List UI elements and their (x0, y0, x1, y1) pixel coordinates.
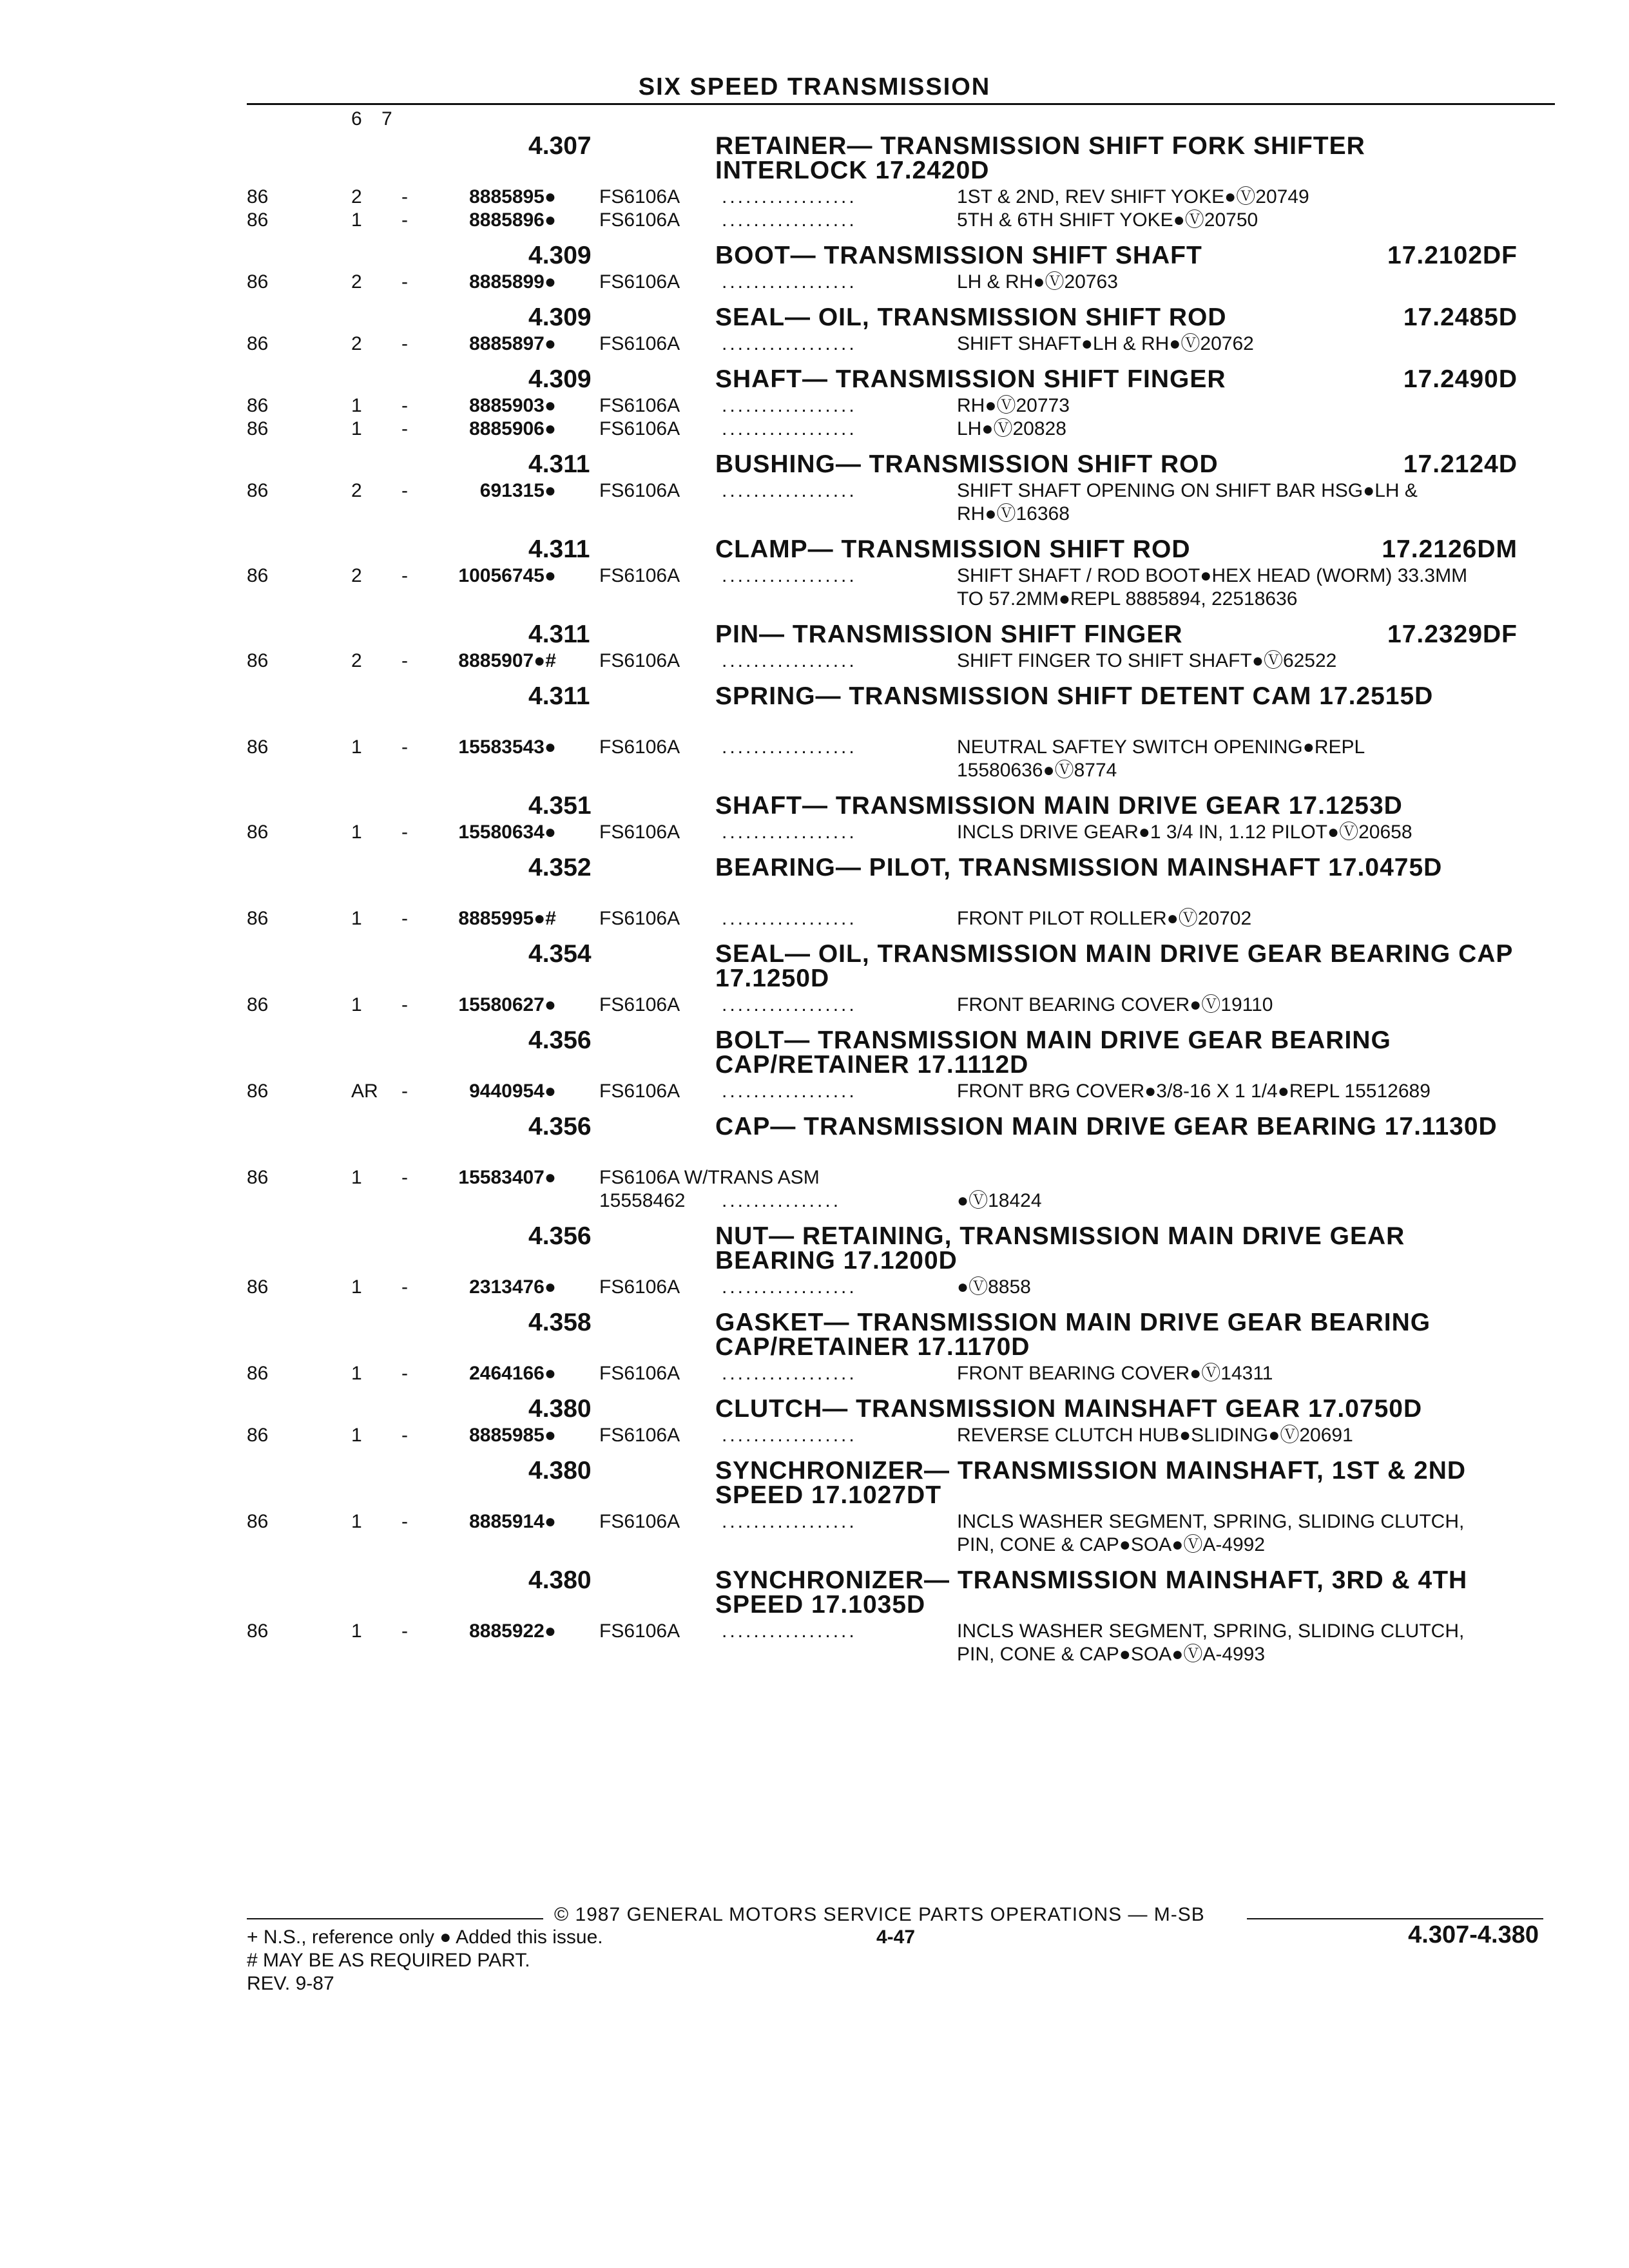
row-part-number: 8885899● (469, 271, 556, 293)
row-model: FS6106A (599, 418, 680, 439)
row-model: FS6106A (599, 271, 680, 293)
footer-rule-left (247, 1918, 543, 1919)
section-code: 17.2490D (1403, 365, 1518, 393)
section-description: CAP— TRANSMISSION MAIN DRIVE GEAR BEARING 17.1130D (715, 1113, 1498, 1140)
section-ref: 4.358 (528, 1309, 592, 1336)
row-dash: - (401, 994, 408, 1015)
row-part-number: 8885903● (469, 395, 556, 416)
row-model: FS6106A (599, 1425, 680, 1446)
row-model: FS6106A (599, 186, 680, 207)
row-dash: - (401, 908, 408, 929)
column-7-label: 7 (381, 108, 392, 130)
row-note: FRONT BEARING COVER●Ⓥ19110 (957, 994, 1273, 1015)
section-ref: 4.311 (528, 450, 590, 478)
row-model: FS6106A (599, 1620, 680, 1642)
row-note: SHIFT SHAFT / ROD BOOT●HEX HEAD (WORM) 33.3MM TO 57.2MM●REPL 8885894, 22518636 (957, 565, 1468, 610)
section-description: RETAINER— TRANSMISSION SHIFT FORK SHIFTER INTERLOCK 17.2420D (715, 132, 1365, 184)
row-part-number: 8885922● (469, 1620, 556, 1642)
row-leader-dots: ................. (722, 209, 857, 231)
row-year: 86 (247, 1276, 269, 1298)
row-leader-dots: ................. (722, 994, 857, 1015)
section-ref: 4.380 (528, 1395, 592, 1423)
row-part-number: 8885906● (469, 418, 556, 439)
row-quantity: 1 (351, 1620, 362, 1642)
section-description: SYNCHRONIZER— TRANSMISSION MAINSHAFT, 3RD & 4TH SPEED 17.1035D (715, 1566, 1468, 1619)
row-model: FS6106A (599, 565, 680, 586)
row-quantity: 1 (351, 1511, 362, 1532)
row-quantity: 2 (351, 333, 362, 354)
row-year: 86 (247, 908, 269, 929)
row-note: ●Ⓥ8858 (957, 1276, 1031, 1298)
row-model: 15558462 (599, 1190, 686, 1211)
section-code: 17.2126DM (1382, 535, 1518, 563)
section-ref: 4.352 (528, 854, 592, 881)
section-description: CLUTCH— TRANSMISSION MAINSHAFT GEAR 17.0750D (715, 1395, 1423, 1423)
row-model: FS6106A (599, 395, 680, 416)
row-model: FS6106A (599, 333, 680, 354)
row-leader-dots: ................. (722, 1276, 857, 1298)
section-description: SHAFT— TRANSMISSION SHIFT FINGER (715, 365, 1226, 393)
row-quantity: 1 (351, 1276, 362, 1298)
row-leader-dots: ................. (722, 565, 857, 586)
section-description: NUT— RETAINING, TRANSMISSION MAIN DRIVE GEAR BEARING 17.1200D (715, 1222, 1405, 1274)
row-part-number: 8885995●# (458, 908, 556, 929)
row-leader-dots: ................. (722, 333, 857, 354)
row-part-number: 15580627● (458, 994, 556, 1015)
row-year: 86 (247, 1511, 269, 1532)
row-model: FS6106A (599, 1511, 680, 1532)
row-part-number: 8885985● (469, 1425, 556, 1446)
row-year: 86 (247, 418, 269, 439)
row-dash: - (401, 822, 408, 843)
row-leader-dots: ................. (722, 186, 857, 207)
row-note: LH●Ⓥ20828 (957, 418, 1066, 439)
section-ref: 4.354 (528, 940, 592, 968)
section-code: 17.2124D (1403, 450, 1518, 478)
section-description: SEAL— OIL, TRANSMISSION SHIFT ROD (715, 303, 1227, 331)
row-quantity: 2 (351, 271, 362, 293)
row-dash: - (401, 565, 408, 586)
section-code: 17.2102DF (1387, 242, 1518, 269)
row-leader-dots: ................. (722, 1081, 857, 1102)
row-quantity: 1 (351, 822, 362, 843)
row-leader-dots: ................. (722, 271, 857, 293)
row-year: 86 (247, 1081, 269, 1102)
row-quantity: 1 (351, 209, 362, 231)
section-ref: 4.309 (528, 365, 592, 393)
row-model: FS6106A (599, 1276, 680, 1298)
row-leader-dots: ................. (722, 418, 857, 439)
row-note: INCLS DRIVE GEAR●1 3/4 IN, 1.12 PILOT●Ⓥ20658 (957, 822, 1412, 843)
section-ref: 4.309 (528, 303, 592, 331)
row-note: INCLS WASHER SEGMENT, SPRING, SLIDING CLUTCH, PIN, CONE & CAP●SOA●ⓋA-4993 (957, 1620, 1465, 1665)
row-part-number: 8885907●# (458, 650, 556, 671)
section-ref: 4.311 (528, 620, 590, 648)
row-part-number: 15583543● (458, 736, 556, 758)
row-part-number: 8885896● (469, 209, 556, 231)
row-note: NEUTRAL SAFTEY SWITCH OPENING●REPL 15580636●Ⓥ8774 (957, 736, 1365, 781)
row-leader-dots: ................. (722, 908, 857, 929)
row-part-number: 691315● (479, 480, 556, 501)
row-dash: - (401, 1363, 408, 1384)
row-part-number: 2313476● (469, 1276, 556, 1298)
row-year: 86 (247, 395, 269, 416)
row-year: 86 (247, 1620, 269, 1642)
row-dash: - (401, 1620, 408, 1642)
row-part-number: 8885895● (469, 186, 556, 207)
copyright-line: © 1987 GENERAL MOTORS SERVICE PARTS OPERATIONS — M-SB (554, 1904, 1205, 1925)
row-leader-dots: ................. (722, 1425, 857, 1446)
row-year: 86 (247, 994, 269, 1015)
row-dash: - (401, 186, 408, 207)
section-ref: 4.311 (528, 682, 590, 710)
section-ref: 4.380 (528, 1457, 592, 1485)
row-dash: - (401, 333, 408, 354)
row-dash: - (401, 1511, 408, 1532)
row-quantity: AR (351, 1081, 378, 1102)
row-leader-dots: ................. (722, 1511, 857, 1532)
header-rule (247, 103, 1555, 105)
row-note: ●Ⓥ18424 (957, 1190, 1042, 1211)
row-model: FS6106A (599, 736, 680, 758)
row-quantity: 2 (351, 480, 362, 501)
section-ref: 4.311 (528, 535, 590, 563)
row-note: FRONT PILOT ROLLER●Ⓥ20702 (957, 908, 1252, 929)
page-range: 4.307-4.380 (1408, 1921, 1539, 1948)
row-model: FS6106A (599, 1081, 680, 1102)
row-part-number: 2464166● (469, 1363, 556, 1384)
section-description: GASKET— TRANSMISSION MAIN DRIVE GEAR BEARING CAP/RETAINER 17.1170D (715, 1309, 1431, 1361)
row-note: REVERSE CLUTCH HUB●SLIDING●Ⓥ20691 (957, 1425, 1353, 1446)
row-model: FS6106A (599, 822, 680, 843)
section-description: SHAFT— TRANSMISSION MAIN DRIVE GEAR 17.1253D (715, 792, 1403, 820)
row-year: 86 (247, 209, 269, 231)
row-year: 86 (247, 650, 269, 671)
row-note: SHIFT FINGER TO SHIFT SHAFT●Ⓥ62522 (957, 650, 1337, 671)
row-model: FS6106A (599, 908, 680, 929)
row-leader-dots: ............... (722, 1190, 842, 1211)
section-description: BOOT— TRANSMISSION SHIFT SHAFT (715, 242, 1202, 269)
row-model: FS6106A (599, 1363, 680, 1384)
row-quantity: 1 (351, 395, 362, 416)
section-description: BOLT— TRANSMISSION MAIN DRIVE GEAR BEARING CAP/RETAINER 17.1112D (715, 1026, 1391, 1079)
section-ref: 4.356 (528, 1222, 592, 1250)
row-leader-dots: ................. (722, 822, 857, 843)
row-dash: - (401, 1276, 408, 1298)
row-dash: - (401, 650, 408, 671)
row-dash: - (401, 418, 408, 439)
footer-rule-right (1247, 1918, 1543, 1919)
row-note: 5TH & 6TH SHIFT YOKE●Ⓥ20750 (957, 209, 1258, 231)
section-description: BEARING— PILOT, TRANSMISSION MAINSHAFT 17.0475D (715, 854, 1443, 881)
row-part-number: 8885897● (469, 333, 556, 354)
row-quantity: 1 (351, 1363, 362, 1384)
row-note: FRONT BEARING COVER●Ⓥ14311 (957, 1363, 1273, 1384)
row-leader-dots: ................. (722, 395, 857, 416)
row-dash: - (401, 209, 408, 231)
row-year: 86 (247, 736, 269, 758)
row-year: 86 (247, 822, 269, 843)
row-quantity: 1 (351, 1425, 362, 1446)
row-dash: - (401, 271, 408, 293)
row-dash: - (401, 736, 408, 758)
section-code: 17.2485D (1403, 303, 1518, 331)
row-note: SHIFT SHAFT●LH & RH●Ⓥ20762 (957, 333, 1254, 354)
row-part-number: 8885914● (469, 1511, 556, 1532)
row-part-number: 15583407● (458, 1167, 556, 1188)
row-dash: - (401, 1167, 408, 1188)
row-quantity: 1 (351, 1167, 362, 1188)
row-model: FS6106A (599, 209, 680, 231)
row-quantity: 2 (351, 650, 362, 671)
row-year: 86 (247, 1425, 269, 1446)
row-quantity: 1 (351, 418, 362, 439)
row-leader-dots: ................. (722, 1363, 857, 1384)
section-ref: 4.356 (528, 1113, 592, 1140)
row-note: LH & RH●Ⓥ20763 (957, 271, 1118, 293)
row-model: FS6106A W/TRANS ASM (599, 1167, 820, 1188)
page-title: SIX SPEED TRANSMISSION (638, 73, 991, 101)
section-ref: 4.309 (528, 242, 592, 269)
row-dash: - (401, 1081, 408, 1102)
row-part-number: 9440954● (469, 1081, 556, 1102)
section-ref: 4.351 (528, 792, 592, 820)
row-year: 86 (247, 565, 269, 586)
row-note: SHIFT SHAFT OPENING ON SHIFT BAR HSG●LH & RH●Ⓥ16368 (957, 480, 1418, 524)
column-6-label: 6 (351, 108, 362, 130)
row-dash: - (401, 1425, 408, 1446)
row-quantity: 1 (351, 908, 362, 929)
section-code: 17.2329DF (1387, 620, 1518, 648)
row-part-number: 10056745● (458, 565, 556, 586)
legend-line-1: + N.S., reference only ● Added this issue. (247, 1927, 603, 1948)
row-year: 86 (247, 1363, 269, 1384)
row-quantity: 2 (351, 565, 362, 586)
row-year: 86 (247, 480, 269, 501)
row-year: 86 (247, 333, 269, 354)
row-note: 1ST & 2ND, REV SHIFT YOKE●Ⓥ20749 (957, 186, 1309, 207)
row-model: FS6106A (599, 650, 680, 671)
row-quantity: 1 (351, 736, 362, 758)
row-model: FS6106A (599, 480, 680, 501)
section-ref: 4.380 (528, 1566, 592, 1594)
row-model: FS6106A (599, 994, 680, 1015)
row-quantity: 2 (351, 186, 362, 207)
row-quantity: 1 (351, 994, 362, 1015)
section-description: SEAL— OIL, TRANSMISSION MAIN DRIVE GEAR BEARING CAP 17.1250D (715, 940, 1513, 992)
revision-label: REV. 9-87 (247, 1973, 334, 1994)
section-description: SYNCHRONIZER— TRANSMISSION MAINSHAFT, 1ST & 2ND SPEED 17.1027DT (715, 1457, 1467, 1509)
row-note: INCLS WASHER SEGMENT, SPRING, SLIDING CLUTCH, PIN, CONE & CAP●SOA●ⓋA-4992 (957, 1511, 1465, 1555)
page-number: 4-47 (876, 1927, 916, 1948)
section-description: SPRING— TRANSMISSION SHIFT DETENT CAM 17.2515D (715, 682, 1434, 710)
row-note: FRONT BRG COVER●3/8-16 X 1 1/4●REPL 15512689 (957, 1081, 1431, 1102)
column-header (351, 108, 392, 130)
section-description: CLAMP— TRANSMISSION SHIFT ROD (715, 535, 1191, 563)
row-year: 86 (247, 186, 269, 207)
row-dash: - (401, 395, 408, 416)
row-dash: - (401, 480, 408, 501)
section-ref: 4.356 (528, 1026, 592, 1054)
section-description: BUSHING— TRANSMISSION SHIFT ROD (715, 450, 1219, 478)
legend-line-2: # MAY BE AS REQUIRED PART. (247, 1950, 530, 1971)
row-leader-dots: ................. (722, 480, 857, 501)
row-year: 86 (247, 271, 269, 293)
section-ref: 4.307 (528, 132, 592, 160)
section-description: PIN— TRANSMISSION SHIFT FINGER (715, 620, 1183, 648)
row-leader-dots: ................. (722, 736, 857, 758)
row-year: 86 (247, 1167, 269, 1188)
row-note: RH●Ⓥ20773 (957, 395, 1070, 416)
row-leader-dots: ................. (722, 650, 857, 671)
row-part-number: 15580634● (458, 822, 556, 843)
row-leader-dots: ................. (722, 1620, 857, 1642)
